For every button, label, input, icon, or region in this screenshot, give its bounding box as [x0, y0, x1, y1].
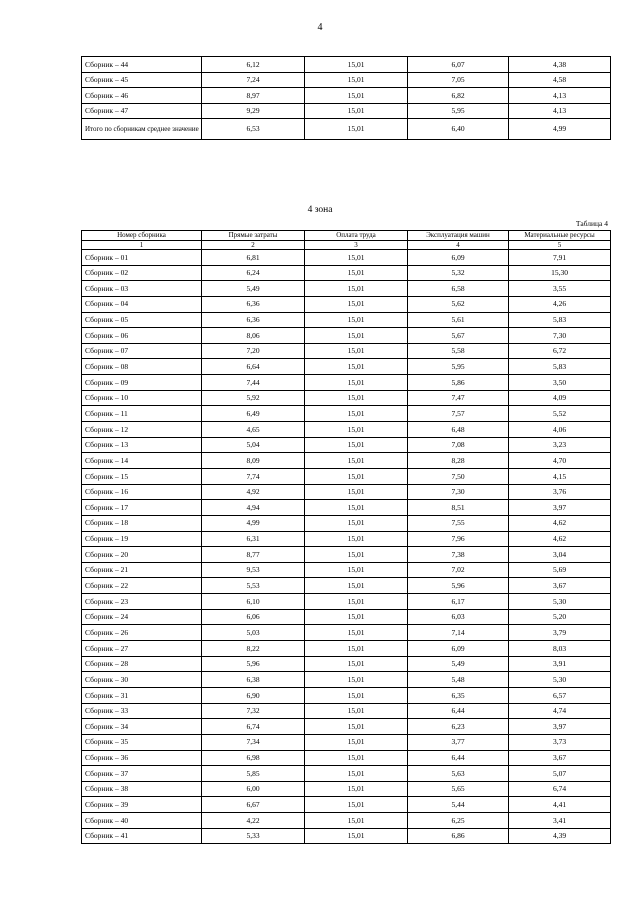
- value-cell: 8,22: [202, 641, 305, 657]
- value-cell: 15,01: [305, 500, 408, 516]
- value-cell: 6,10: [202, 594, 305, 610]
- value-cell: 15,01: [305, 734, 408, 750]
- value-cell: 4,38: [509, 57, 611, 73]
- value-cell: 3,23: [509, 437, 611, 453]
- value-cell: 5,33: [202, 828, 305, 844]
- collection-name-cell: Сборник – 04: [82, 296, 202, 312]
- collection-name-cell: Сборник – 13: [82, 437, 202, 453]
- value-cell: 7,38: [408, 547, 509, 563]
- value-cell: 5,83: [509, 312, 611, 328]
- value-cell: 6,82: [408, 88, 509, 104]
- value-cell: 15,01: [305, 766, 408, 782]
- value-cell: 6,36: [202, 296, 305, 312]
- table-row: [82, 437, 611, 453]
- value-cell: 7,74: [202, 468, 305, 484]
- value-cell: 3,04: [509, 547, 611, 563]
- value-cell: 15,01: [305, 781, 408, 797]
- value-cell: 4,39: [509, 828, 611, 844]
- column-number-cell: 4: [408, 241, 509, 250]
- value-cell: 15,01: [305, 719, 408, 735]
- value-cell: 7,08: [408, 437, 509, 453]
- value-cell: 8,97: [202, 88, 305, 104]
- table-row: [82, 531, 611, 547]
- value-cell: 4,92: [202, 484, 305, 500]
- value-cell: 5,61: [408, 312, 509, 328]
- value-cell: 6,03: [408, 609, 509, 625]
- total-value-cell: 4,99: [509, 119, 611, 140]
- value-cell: 5,03: [202, 625, 305, 641]
- collection-name-cell: Сборник – 20: [82, 547, 202, 563]
- value-cell: 7,96: [408, 531, 509, 547]
- value-cell: 15,01: [305, 797, 408, 813]
- collection-name-cell: Сборник – 22: [82, 578, 202, 594]
- value-cell: 15,01: [305, 578, 408, 594]
- value-cell: 7,91: [509, 250, 611, 266]
- value-cell: 4,94: [202, 500, 305, 516]
- value-cell: 15,01: [305, 531, 408, 547]
- value-cell: 15,01: [305, 609, 408, 625]
- value-cell: 15,01: [305, 312, 408, 328]
- value-cell: 6,36: [202, 312, 305, 328]
- table-row: [82, 390, 611, 406]
- table-row: [82, 813, 611, 829]
- value-cell: 4,13: [509, 88, 611, 104]
- collection-name-cell: Сборник – 12: [82, 422, 202, 438]
- collection-name-cell: Сборник – 06: [82, 328, 202, 344]
- table-row: [82, 797, 611, 813]
- collection-name-cell: Сборник – 07: [82, 343, 202, 359]
- value-cell: 8,77: [202, 547, 305, 563]
- value-cell: 5,30: [509, 594, 611, 610]
- value-cell: 6,86: [408, 828, 509, 844]
- table-row: [82, 625, 611, 641]
- collection-name-cell: Сборник – 23: [82, 594, 202, 610]
- value-cell: 15,01: [305, 437, 408, 453]
- table-row: [82, 328, 611, 344]
- value-cell: 6,31: [202, 531, 305, 547]
- value-cell: 3,79: [509, 625, 611, 641]
- value-cell: 6,35: [408, 687, 509, 703]
- value-cell: 4,41: [509, 797, 611, 813]
- value-cell: 15,01: [305, 547, 408, 563]
- table-row: [82, 547, 611, 563]
- value-cell: 7,02: [408, 562, 509, 578]
- value-cell: 7,30: [408, 484, 509, 500]
- value-cell: 5,04: [202, 437, 305, 453]
- table-row: [82, 734, 611, 750]
- collection-name-cell: Сборник – 19: [82, 531, 202, 547]
- collection-name-cell: Сборник – 37: [82, 766, 202, 782]
- collection-name-cell: Сборник – 31: [82, 687, 202, 703]
- value-cell: 6,09: [408, 250, 509, 266]
- collection-name-cell: Сборник – 46: [82, 88, 202, 104]
- value-cell: 15,01: [305, 656, 408, 672]
- value-cell: 4,13: [509, 103, 611, 119]
- value-cell: 8,51: [408, 500, 509, 516]
- total-value-cell: 6,40: [408, 119, 509, 140]
- value-cell: 6,81: [202, 250, 305, 266]
- value-cell: 15,01: [305, 328, 408, 344]
- value-cell: 5,32: [408, 265, 509, 281]
- value-cell: 15,01: [305, 296, 408, 312]
- value-cell: 15,30: [509, 265, 611, 281]
- value-cell: 6,74: [509, 781, 611, 797]
- value-cell: 3,50: [509, 375, 611, 391]
- value-cell: 6,48: [408, 422, 509, 438]
- value-cell: 6,90: [202, 687, 305, 703]
- top-table: [81, 56, 611, 140]
- collection-name-cell: Сборник – 08: [82, 359, 202, 375]
- value-cell: 6,98: [202, 750, 305, 766]
- table-row: [82, 406, 611, 422]
- value-cell: 8,09: [202, 453, 305, 469]
- value-cell: 5,65: [408, 781, 509, 797]
- total-row: [82, 119, 611, 140]
- table-row: [82, 103, 611, 119]
- table-row: [82, 453, 611, 469]
- value-cell: 5,85: [202, 766, 305, 782]
- value-cell: 5,48: [408, 672, 509, 688]
- value-cell: 15,01: [305, 484, 408, 500]
- value-cell: 3,67: [509, 578, 611, 594]
- table-row: [82, 250, 611, 266]
- value-cell: 4,58: [509, 72, 611, 88]
- value-cell: 15,01: [305, 281, 408, 297]
- value-cell: 7,24: [202, 72, 305, 88]
- value-cell: 15,01: [305, 687, 408, 703]
- table-row: [82, 578, 611, 594]
- value-cell: 3,97: [509, 719, 611, 735]
- collection-name-cell: Сборник – 41: [82, 828, 202, 844]
- value-cell: 5,95: [408, 103, 509, 119]
- table-row: [82, 265, 611, 281]
- table-row: [82, 422, 611, 438]
- value-cell: 6,64: [202, 359, 305, 375]
- value-cell: 3,97: [509, 500, 611, 516]
- table-row: [82, 296, 611, 312]
- table-row: [82, 828, 611, 844]
- value-cell: 8,03: [509, 641, 611, 657]
- value-cell: 6,67: [202, 797, 305, 813]
- collection-name-cell: Сборник – 39: [82, 797, 202, 813]
- value-cell: 6,58: [408, 281, 509, 297]
- value-cell: 5,53: [202, 578, 305, 594]
- collection-name-cell: Сборник – 33: [82, 703, 202, 719]
- value-cell: 15,01: [305, 828, 408, 844]
- value-cell: 3,76: [509, 484, 611, 500]
- value-cell: 6,17: [408, 594, 509, 610]
- table-row: [82, 766, 611, 782]
- collection-name-cell: Сборник – 38: [82, 781, 202, 797]
- value-cell: 3,41: [509, 813, 611, 829]
- table-row: [82, 656, 611, 672]
- value-cell: 4,65: [202, 422, 305, 438]
- value-cell: 5,49: [408, 656, 509, 672]
- table-row: [82, 375, 611, 391]
- collection-name-cell: Сборник – 40: [82, 813, 202, 829]
- value-cell: 15,01: [305, 57, 408, 73]
- collection-name-cell: Сборник – 35: [82, 734, 202, 750]
- value-cell: 15,01: [305, 103, 408, 119]
- column-number-cell: 5: [509, 241, 611, 250]
- collection-name-cell: Сборник – 28: [82, 656, 202, 672]
- column-number-cell: 2: [202, 241, 305, 250]
- collection-name-cell: Сборник – 44: [82, 57, 202, 73]
- value-cell: 15,01: [305, 250, 408, 266]
- collection-name-cell: Сборник – 11: [82, 406, 202, 422]
- value-cell: 6,23: [408, 719, 509, 735]
- value-cell: 7,14: [408, 625, 509, 641]
- table-row: [82, 515, 611, 531]
- table-row: [82, 641, 611, 657]
- zone-title: 4 зона: [307, 205, 333, 215]
- value-cell: 7,34: [202, 734, 305, 750]
- value-cell: 6,72: [509, 343, 611, 359]
- value-cell: 6,07: [408, 57, 509, 73]
- header-cell: Оплата труда: [305, 231, 408, 241]
- value-cell: 4,62: [509, 531, 611, 547]
- value-cell: 4,99: [202, 515, 305, 531]
- value-cell: 15,01: [305, 88, 408, 104]
- value-cell: 15,01: [305, 562, 408, 578]
- collection-name-cell: Сборник – 47: [82, 103, 202, 119]
- value-cell: 7,05: [408, 72, 509, 88]
- value-cell: 6,74: [202, 719, 305, 735]
- value-cell: 4,06: [509, 422, 611, 438]
- value-cell: 4,74: [509, 703, 611, 719]
- column-number-cell: 3: [305, 241, 408, 250]
- value-cell: 6,25: [408, 813, 509, 829]
- table-row: [82, 687, 611, 703]
- table-row: [82, 72, 611, 88]
- value-cell: 15,01: [305, 515, 408, 531]
- value-cell: 4,26: [509, 296, 611, 312]
- value-cell: 15,01: [305, 703, 408, 719]
- table-row: [82, 57, 611, 73]
- total-value-cell: 15,01: [305, 119, 408, 140]
- value-cell: 15,01: [305, 672, 408, 688]
- table-row: [82, 343, 611, 359]
- header-row: [82, 231, 611, 241]
- collection-name-cell: Сборник – 34: [82, 719, 202, 735]
- value-cell: 3,91: [509, 656, 611, 672]
- value-cell: 15,01: [305, 343, 408, 359]
- value-cell: 4,62: [509, 515, 611, 531]
- value-cell: 4,22: [202, 813, 305, 829]
- value-cell: 7,50: [408, 468, 509, 484]
- table-row: [82, 562, 611, 578]
- value-cell: 6,44: [408, 750, 509, 766]
- total-label-cell: Итого по сборникам среднее значение: [82, 119, 202, 140]
- value-cell: 6,00: [202, 781, 305, 797]
- collection-name-cell: Сборник – 24: [82, 609, 202, 625]
- collection-name-cell: Сборник – 01: [82, 250, 202, 266]
- value-cell: 15,01: [305, 468, 408, 484]
- header-cell: Прямые затраты: [202, 231, 305, 241]
- value-cell: 15,01: [305, 625, 408, 641]
- value-cell: 6,06: [202, 609, 305, 625]
- collection-name-cell: Сборник – 02: [82, 265, 202, 281]
- value-cell: 15,01: [305, 390, 408, 406]
- table-row: [82, 484, 611, 500]
- value-cell: 7,30: [509, 328, 611, 344]
- collection-name-cell: Сборник – 18: [82, 515, 202, 531]
- value-cell: 3,55: [509, 281, 611, 297]
- value-cell: 5,30: [509, 672, 611, 688]
- collection-name-cell: Сборник – 26: [82, 625, 202, 641]
- collection-name-cell: Сборник – 27: [82, 641, 202, 657]
- value-cell: 5,07: [509, 766, 611, 782]
- value-cell: 15,01: [305, 72, 408, 88]
- value-cell: 5,58: [408, 343, 509, 359]
- value-cell: 5,92: [202, 390, 305, 406]
- value-cell: 3,77: [408, 734, 509, 750]
- value-cell: 15,01: [305, 813, 408, 829]
- table-row: [82, 609, 611, 625]
- value-cell: 15,01: [305, 375, 408, 391]
- value-cell: 8,06: [202, 328, 305, 344]
- collection-name-cell: Сборник – 17: [82, 500, 202, 516]
- value-cell: 5,49: [202, 281, 305, 297]
- collection-name-cell: Сборник – 16: [82, 484, 202, 500]
- table-row: [82, 359, 611, 375]
- column-number-row: [82, 241, 611, 250]
- top-table-body: [82, 57, 611, 140]
- value-cell: 7,32: [202, 703, 305, 719]
- value-cell: 4,09: [509, 390, 611, 406]
- collection-name-cell: Сборник – 03: [82, 281, 202, 297]
- collection-name-cell: Сборник – 05: [82, 312, 202, 328]
- value-cell: 9,29: [202, 103, 305, 119]
- value-cell: 6,12: [202, 57, 305, 73]
- value-cell: 15,01: [305, 422, 408, 438]
- value-cell: 7,55: [408, 515, 509, 531]
- table-row: [82, 750, 611, 766]
- value-cell: 5,20: [509, 609, 611, 625]
- value-cell: 7,47: [408, 390, 509, 406]
- value-cell: 15,01: [305, 406, 408, 422]
- collection-name-cell: Сборник – 21: [82, 562, 202, 578]
- table-row: [82, 672, 611, 688]
- value-cell: 6,57: [509, 687, 611, 703]
- value-cell: 7,57: [408, 406, 509, 422]
- table-row: [82, 468, 611, 484]
- value-cell: 15,01: [305, 359, 408, 375]
- value-cell: 9,53: [202, 562, 305, 578]
- value-cell: 6,44: [408, 703, 509, 719]
- table-row: [82, 88, 611, 104]
- value-cell: 6,49: [202, 406, 305, 422]
- value-cell: 6,38: [202, 672, 305, 688]
- value-cell: 5,86: [408, 375, 509, 391]
- value-cell: 8,28: [408, 453, 509, 469]
- value-cell: 5,69: [509, 562, 611, 578]
- value-cell: 15,01: [305, 453, 408, 469]
- value-cell: 7,44: [202, 375, 305, 391]
- value-cell: 5,83: [509, 359, 611, 375]
- column-number-cell: 1: [82, 241, 202, 250]
- value-cell: 5,67: [408, 328, 509, 344]
- value-cell: 3,67: [509, 750, 611, 766]
- collection-name-cell: Сборник – 09: [82, 375, 202, 391]
- value-cell: 5,95: [408, 359, 509, 375]
- collection-name-cell: Сборник – 45: [82, 72, 202, 88]
- value-cell: 4,70: [509, 453, 611, 469]
- table-row: [82, 312, 611, 328]
- table-row: [82, 281, 611, 297]
- value-cell: 3,73: [509, 734, 611, 750]
- header-cell: Номер сборника: [82, 231, 202, 241]
- value-cell: 5,96: [202, 656, 305, 672]
- value-cell: 4,15: [509, 468, 611, 484]
- header-cell: Эксплуатация машин: [408, 231, 509, 241]
- main-table: [81, 230, 611, 844]
- value-cell: 5,62: [408, 296, 509, 312]
- table-row: [82, 594, 611, 610]
- collection-name-cell: Сборник – 15: [82, 468, 202, 484]
- collection-name-cell: Сборник – 14: [82, 453, 202, 469]
- value-cell: 15,01: [305, 265, 408, 281]
- value-cell: 5,44: [408, 797, 509, 813]
- value-cell: 15,01: [305, 594, 408, 610]
- table-row: [82, 719, 611, 735]
- main-table-body: [82, 250, 611, 844]
- table-row: [82, 781, 611, 797]
- value-cell: 5,96: [408, 578, 509, 594]
- table-row: [82, 703, 611, 719]
- value-cell: 6,24: [202, 265, 305, 281]
- value-cell: 15,01: [305, 750, 408, 766]
- value-cell: 5,52: [509, 406, 611, 422]
- value-cell: 5,63: [408, 766, 509, 782]
- table-row: [82, 500, 611, 516]
- value-cell: 6,09: [408, 641, 509, 657]
- value-cell: 7,20: [202, 343, 305, 359]
- total-value-cell: 6,53: [202, 119, 305, 140]
- collection-name-cell: Сборник – 36: [82, 750, 202, 766]
- collection-name-cell: Сборник – 30: [82, 672, 202, 688]
- collection-name-cell: Сборник – 10: [82, 390, 202, 406]
- header-cell: Материальные ресурсы: [509, 231, 611, 241]
- page-number: 4: [317, 22, 323, 33]
- table-caption: Таблица 4: [575, 219, 608, 228]
- value-cell: 15,01: [305, 641, 408, 657]
